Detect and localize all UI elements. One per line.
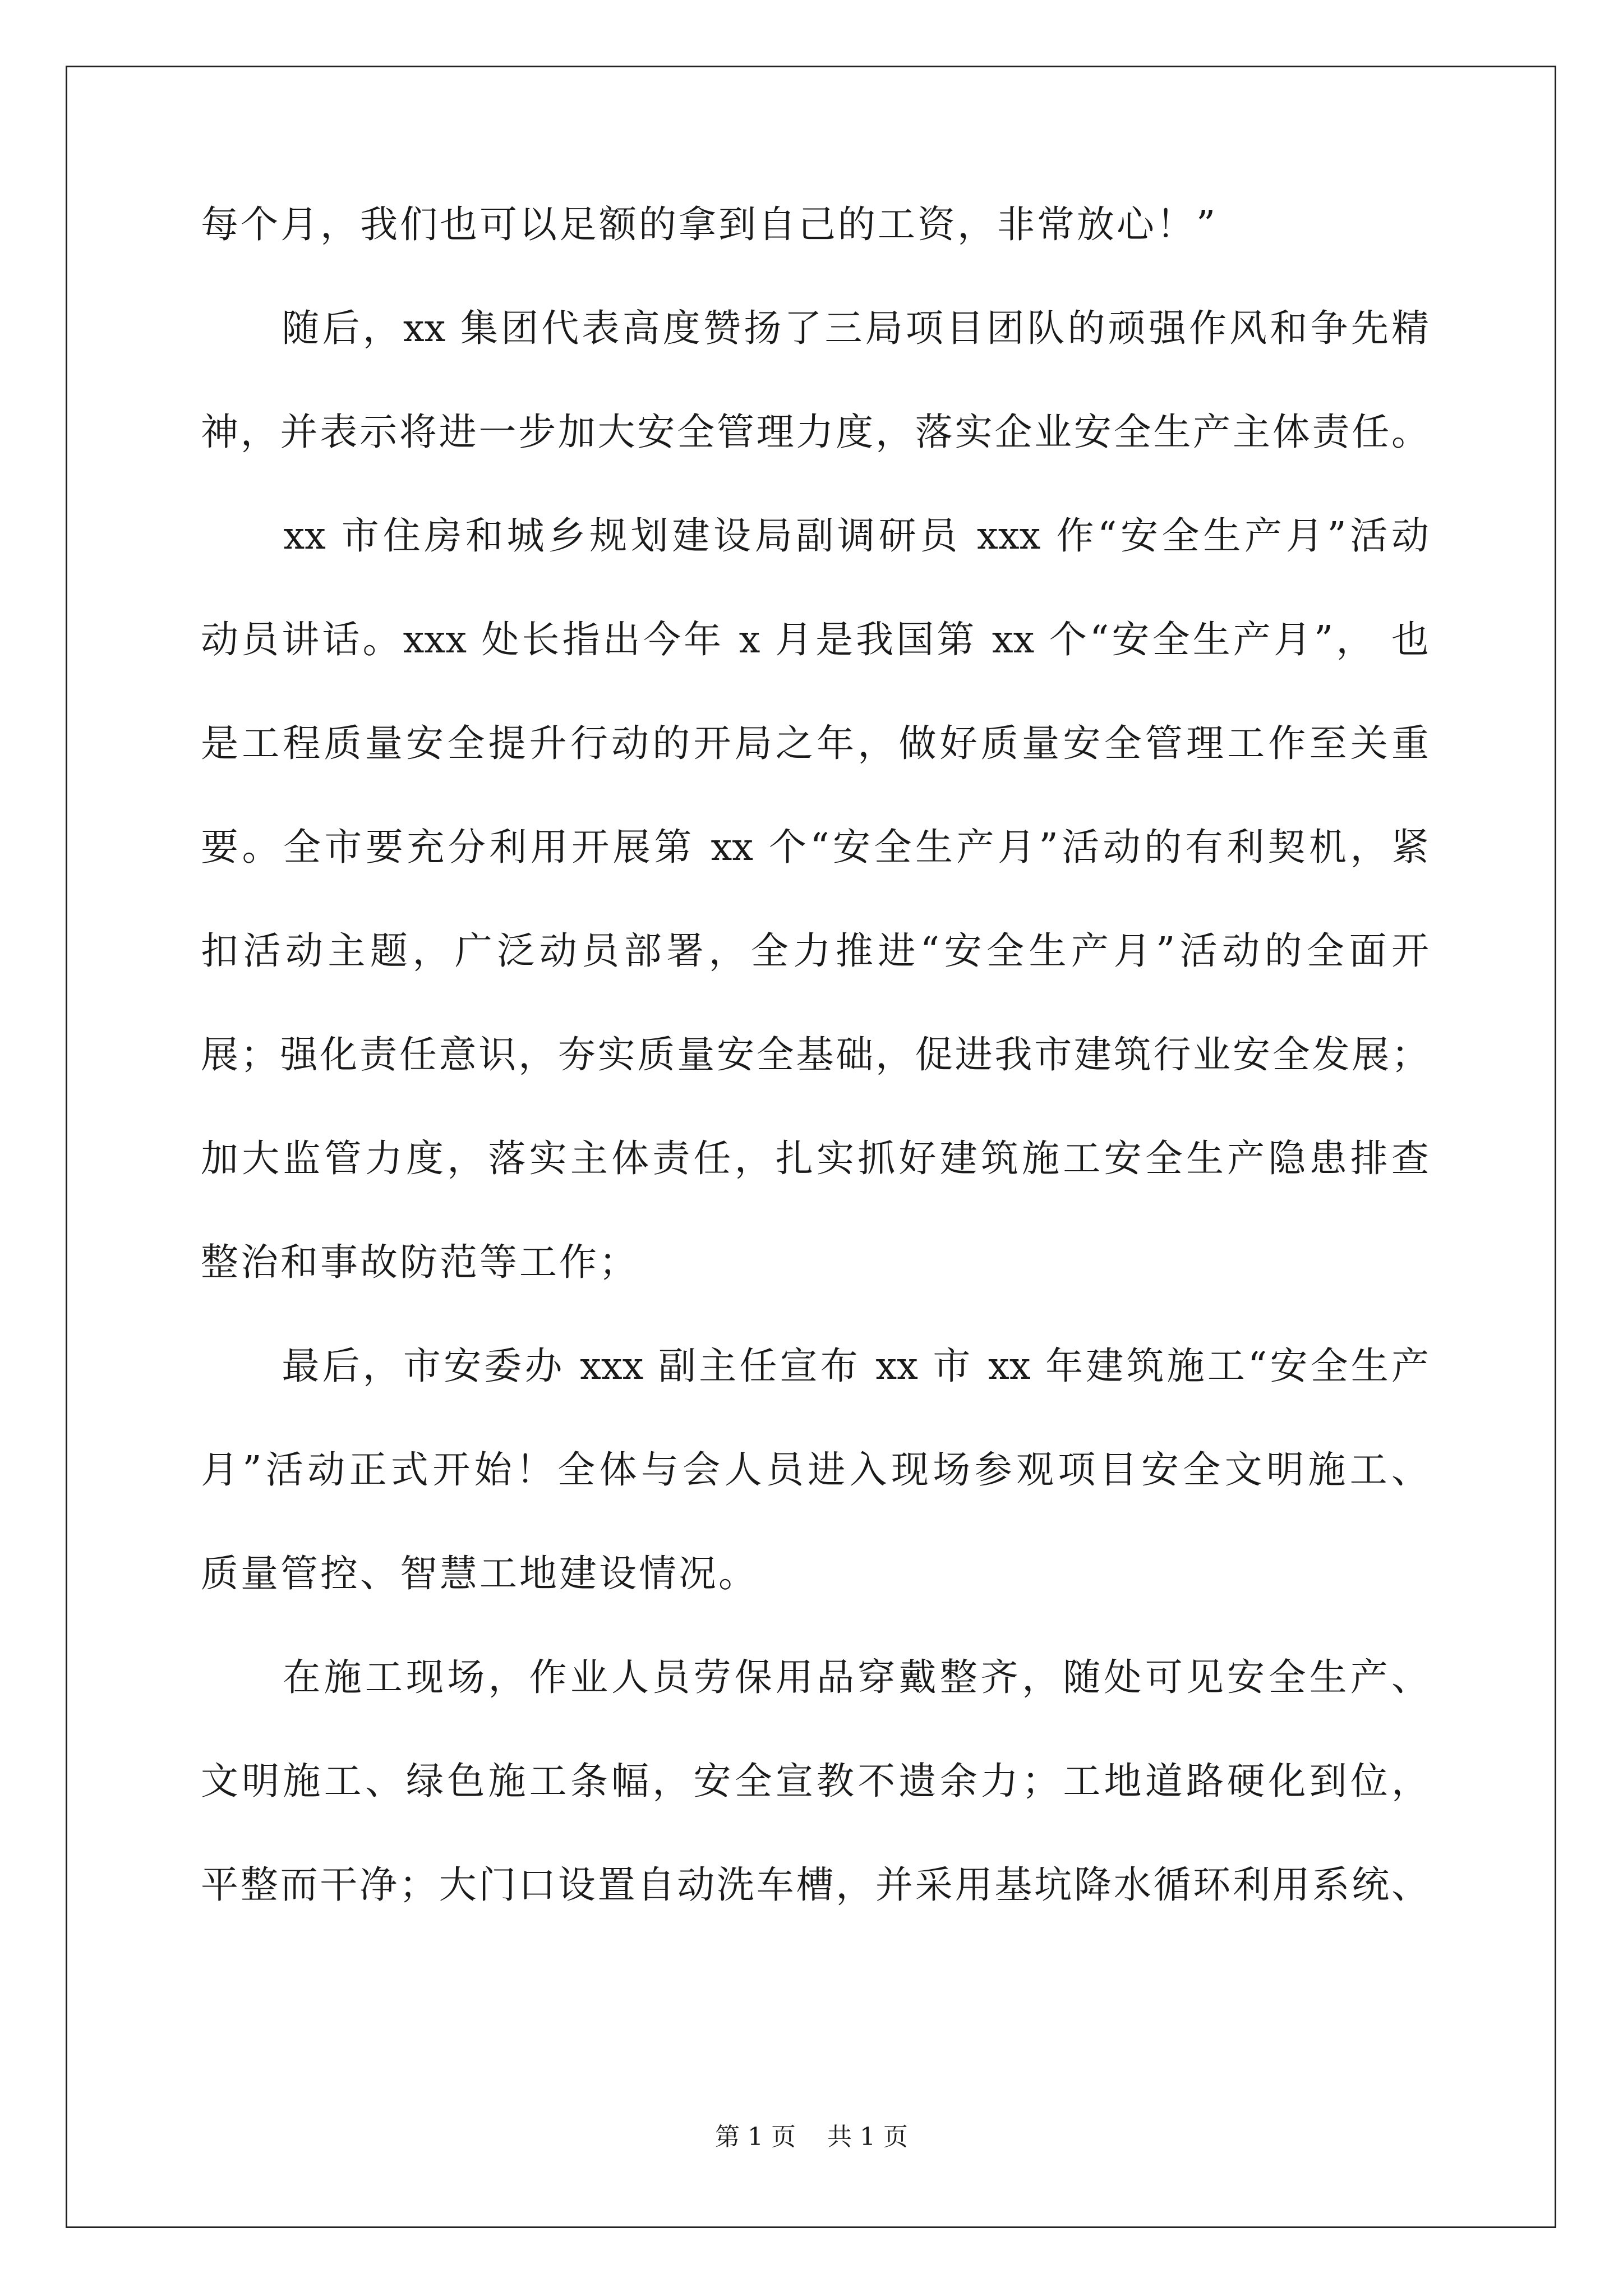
- text-line-2: 随后，xx 集团代表高度赞扬了三局项目团队的顽强作风和争先精: [201, 306, 1429, 350]
- text-line-6: 是工程质量安全提升行动的开局之年，做好质量安全管理工作至关重: [201, 721, 1429, 765]
- text-line-7: 要。全市要充分利用开展第 xx 个“安全生产月”活动的有利契机，紧: [201, 825, 1429, 869]
- text-line-11: 整治和事故防范等工作；: [201, 1240, 639, 1284]
- page-number-footer: 第 1 页 共 1 页: [715, 2123, 908, 2151]
- text-line-17: 平整而干净；大门口设置自动洗车槽，并采用基坑降水循环利用系统、: [201, 1863, 1429, 1907]
- text-line-8: 扣活动主题，广泛动员部署，全力推进“安全生产月”活动的全面开: [201, 929, 1429, 973]
- text-line-10: 加大监管力度，落实主体责任，扎实抓好建筑施工安全生产隐患排查: [201, 1137, 1429, 1180]
- text-line-14: 质量管控、智慧工地建设情况。: [201, 1552, 758, 1595]
- text-line-16: 文明施工、绿色施工条幅，安全宣教不遗余力；工地道路硬化到位，: [201, 1759, 1429, 1803]
- text-line-5: 动员讲话。xxx 处长指出今年 x 月是我国第 xx 个“安全生产月”， 也: [201, 618, 1429, 661]
- text-line-4: xx 市住房和城乡规划建设局副调研员 xxx 作“安全生产月”活动: [201, 514, 1429, 558]
- text-line-12: 最后，市安委办 xxx 副主任宣布 xx 市 xx 年建筑施工“安全生产: [201, 1344, 1429, 1388]
- text-line-15: 在施工现场，作业人员劳保用品穿戴整齐，随处可见安全生产、: [201, 1655, 1429, 1699]
- text-line-13: 月”活动正式开始！全体与会人员进入现场参观项目安全文明施工、: [201, 1448, 1429, 1492]
- text-line-1: 每个月，我们也可以足额的拿到自己的工资，非常放心！”: [201, 203, 1218, 246]
- text-line-3: 神，并表示将进一步加大安全管理力度，落实企业安全生产主体责任。: [201, 410, 1429, 454]
- text-line-9: 展；强化责任意识，夯实质量安全基础，促进我市建筑行业安全发展；: [201, 1033, 1429, 1076]
